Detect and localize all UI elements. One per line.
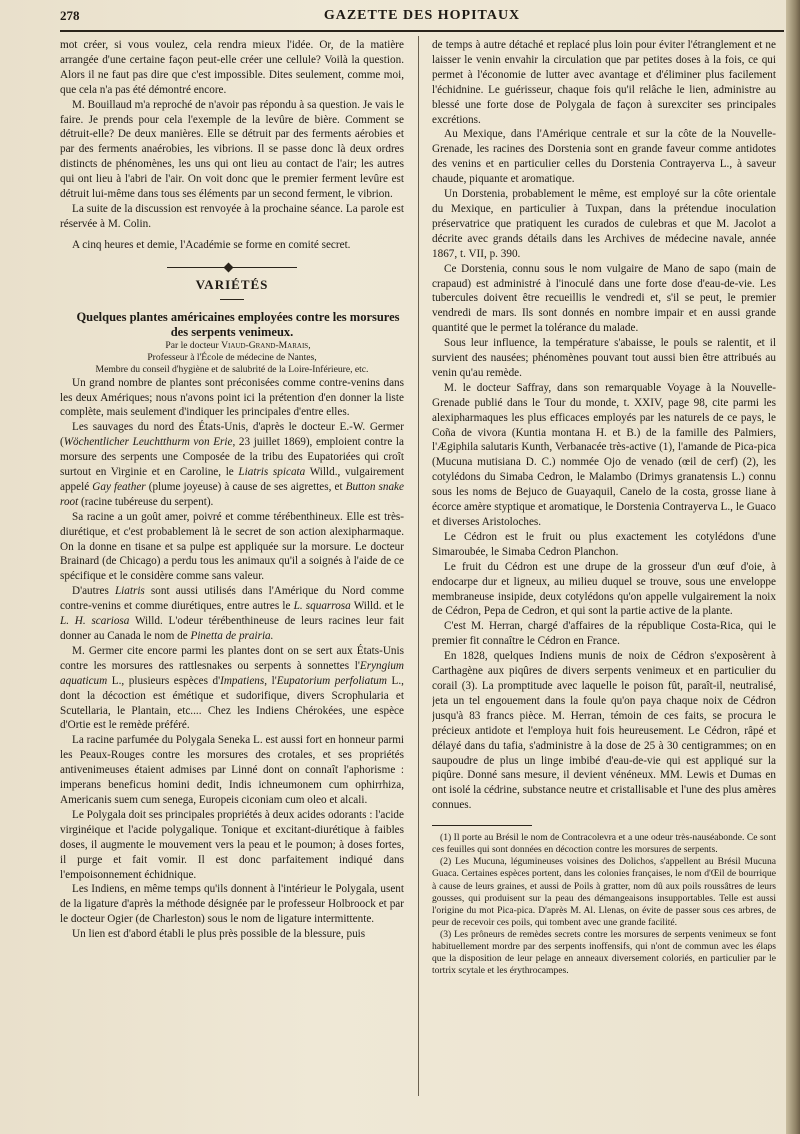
paragraph: Les Indiens, en même temps qu'ils donnent à l'intérieur le Polygala, usent de la ligature d'après la méthode désignée par le professeur Holbroock et par le docteur Ogier (de Charleston) sous le nom de ligature intermittente. [60,883,404,926]
footnote: (2) Les Mucuna, légumineuses voisines des Dolichos, s'appellent au Brésil Mucuna Guaca. Certaines espèces portent, dans les colonies françaises, le nom d'Œil de bourrique à cause de leurs graines, et aussi de Poils à gratter, nom dû aux poils roussâtres de leurs gousses, qui produisent sur la peau des démangeaisons insupportables. Telle est aussi l'origine du mot Pica-pica. D'après M. Al. Llenas, on évite de passer sous ces arbres, de peur de recevoir ces poils, qui tombent avec une grande facilité. [432,856,776,928]
page-number: 278 [60,8,80,23]
paragraph: La suite de la discussion est renvoyée à la prochaine séance. La parole est réservée à M. Colin. [60,202,404,230]
paragraph: Ce Dorstenia, connu sous le nom vulgaire de Mano de sapo (main de crapaud) est administré à l'inoculé dans une forte dose d'eau-de-vie. Les tubercules doivent être recueillis le vendredi et, s'il se peut, le premier vendredi de mars. Ils sont donnés en nombre impair et en aussi grande quantité que le permet la tolérance du malade. [432,262,776,335]
paragraph: La racine parfumée du Polygala Seneka L. est aussi fort en honneur parmi les Peaux-Rouges contre les morsures des crotales, et ses propriétés antivenimeuses étaient admises par Linné dont on connaît l'aphorisme : imperans beneficus homini dedit, Indis ichneumonem cum ophirrhiza, Americanis suem cum senega, Europeis ciconiam cum oleo et alcali. [60,734,404,806]
paragraph: C'est M. Herran, chargé d'affaires de la république Costa-Rica, qui le premier fit connaître le Cédron en France. [432,620,776,648]
journal-title: GAZETTE DES HOPITAUX [323,8,521,23]
paragraph: de temps à autre détaché et replacé plus loin pour éviter l'étranglement et ne laisser le venin envahir la circulation que par petites doses à la fois, ce qui permet à l'économie de lutter avec avantage et d'éliminer plus facilement l'échidnine. Le guérisseur, chaque fois qu'il relâche le lien, administre au blessé une forte dose de Polygala de façon à surexciter ses principales excrétions. [432,39,776,126]
section-title: VARIÉTÉS [195,276,269,292]
paragraph: M. Bouillaud m'a reproché de n'avoir pas répondu à sa question. Je vais le faire. Je prends pour cela l'exemple de la levûre de bière. Comment se détruit-elle? De deux manières. Elle se détruit par des ferments aérobies et par des ferments anaérobies, les vibrions. Il se passe donc là deux ordres distincts de phénomènes, les uns qui ont lieu au contact de l'air; les autres qui ont lieu à l'abri de l'air. On voit donc que le premier ferment levûre est détruit lui-même dans tous ses éléments par un second ferment, le vibrion. [60,98,404,201]
paragraph: Le fruit du Cédron est une drupe de la grosseur d'un œuf d'oie, à endocarpe dur et ligneux, au milieu duquel se trouve, sous une enveloppe membraneuse insipide, deux cotylédons qu'on appelle vulgairement la noix de Cédron, Pepa de Cedron, et qui sont la partie active de la plante. [432,560,776,618]
right-column [432,38,776,1098]
author-affiliation: Membre du conseil d'hygiène et de salubrité de la Loire-Inférieure, etc. [95,363,369,375]
paragraph: mot créer, si vous voulez, cela rendra mieux l'idée. Or, de la matière arrangée d'une certaine façon peut-elle créer une cellule? Voilà la question. Alors il ne faut pas dire que c'est impossible. Dites seulement, comme moi, que cela n'a pas été démontré encore. [60,39,404,96]
paragraph: A cinq heures et demie, l'Académie se forme en comité secret. [72,238,351,251]
paragraph: Un grand nombre de plantes sont préconisées comme contre-venins dans les deux Amériques; nous n'avons point ici la prétention d'en donner la liste complète, mais seulement d'indiquer les principales d'entre elles. [60,376,404,419]
left-column [60,38,404,1098]
byline-prefix: Par le docteur [165,339,219,351]
paragraph: Un lien est d'abord établi le plus près possible de la blessure, puis [72,928,366,941]
footnote: (1) Il porte au Brésil le nom de Contracolevra et a une odeur très-nauséabonde. Ce sont ces feuilles qui sont données en décoction contre les morsures de serpents. [432,832,776,856]
paragraph: En 1828, quelques Indiens munis de noix de Cédron s'exposèrent à Carthagène aux piqûres de divers serpents venimeux et en particulier du corail (3). La promptitude avec laquelle le poison fût, paraît-il, neutralisé, jeta un tel engouement dans la foule qu'on paya chaque noix de Cédron jusqu'à 83 francs pièce. M. Herran, témoin de ces faits, se procura le précieux antidote et l'employa huit fois heureusement. Le Cédron, râpé et délayé dans du tafia, s'administre à la dose de 25 à 30 centigrammes; on en saupoudre de plus un linge imbibé d'eau-de-vie qui est appliqué sur la piqûre. Donné sans mesure, il devient vénéneux. MM. Lewis et Dumas en ont isolé la cédrine, substance neutre et cristallisable et l'une des plus amères connues. [432,650,776,812]
author-name: Viaud-Grand-Marais, [221,339,311,351]
author-title: Professeur à l'École de médecine de Nantes, [147,351,317,363]
footnote: (3) Les prôneurs de remèdes secrets contre les morsures de serpents venimeux se font habituellement mordre par des serpents inoffensifs, qui n'ont de commun avec les élaps que la disposition de leur pelage en anneaux diversement coloriés, en particulier par le tortrix scytale et les érythrocampes. [432,928,776,977]
paragraph: Un Dorstenia, probablement le même, est employé sur la côte orientale du Mexique, en particulier à Tuxpan, dans la prétendue inoculation préservatrice que pratiquent les curados de culebras et que M. Jacolot a décrite avec grands détails dans les Archives de médecine navale, année 1867, t. VII, p. 390. [432,188,776,260]
page-header [60,4,784,32]
footnotes [432,832,776,977]
divider [220,299,244,300]
byline [60,340,404,376]
paragraph: Sous leur influence, la température s'abaisse, le pouls se ralentit, et il survient des nausées; phénomènes pouvant tout aussi bien être attribués au venin qu'au remède. [432,337,776,379]
paragraph: M. Germer cite encore parmi les plantes dont on se sert aux États-Unis contre les morsures des rattlesnakes ou serpents à sonnettes l'Eryngium aquaticum L., plusieurs espèces d'Impatiens, l'Eupatorium perfoliatum L., dont la décoction est émétique et sudorifique, divers Scrophularia et Scutellaria, le Plantain, etc.... Chez les Indiens Chérokées, une espèce d'Ortie est le remède préféré. [60,644,404,732]
paragraph: M. le docteur Saffray, dans son remarquable Voyage à la Nouvelle-Grenade publié dans le Tour du monde, t. XXIV, page 98, cite parmi les alexipharmaques les plus efficaces employés par les naturels de ce pays, le Coña de vivora (Kuntia montana H. et B.) de la famille des Palmiers, l'Ægiphila salutaris Kunth, Verbanacée très-active (1), l'amande de Pica-pica (Mucuna mutisiana D. C.) nommée Ojo de venado (œil de cerf) (2), les cotylédons du Simaba Cedron, le Malambo (Drimys granatensis L.) connu sous les noms de Bejuco de Guayaquil, Canelo de la costa, grosse liane à écorce amère styptique et aromatique, le Dorstenia Contrayerva L., le Guaco et diverses Aristoloches. [432,381,776,528]
book-spine-edge [786,0,800,1134]
article-title: Quelques plantes américaines employées contre les morsures des serpents venimeux. [76,309,400,339]
ornamental-divider [167,267,297,268]
paragraph: Les sauvages du nord des États-Unis, d'après le docteur E.-W. Germer (Wöchentlicher Leuchtthurm von Erie, 23 juillet 1869), emploient contre la morsure des serpents une Composée de la tribu des Eupatoriées qui croît surtout en Virginie et en Caroline, le Liatris spicata Willd., vulgairement appelé Gay feather (plume joyeuse) à cause de ses aigrettes, et Button snake root (racine tubéreuse du serpent). [60,421,404,508]
paragraph: Au Mexique, dans l'Amérique centrale et sur la côte de la Nouvelle-Grenade, les racines des Dorstenia sont en grande faveur comme antidotes des venins et en particulier celles du Dorstenia Contrayerva L., à saveur chaude, piquante et aromatique. [432,128,776,186]
footnote-rule [432,825,532,826]
paragraph: Le Polygala doit ses principales propriétés à deux acides odorants : l'acide virginéique et l'acide polygalique. Tonique et excitant-diurétique à faibles doses, il augmente le mouvement vers la peau et le poumon; à doses fortes, il purge et fait vomir. Il est donc parfaitement indiqué dans l'empoisonnement échidnique. [60,808,404,881]
paragraph: Sa racine a un goût amer, poivré et comme térébenthineux. Elle est très-diurétique, et c'est probablement là le secret de son action alexipharmaque. On la donne en tisane et sa pulpe est appliquée sur la morsure. Le docteur Brainard (de Chicago) a perdu tous les animaux qu'il a soignés à l'aide de ce spécifique et le considère comme sans valeur. [60,510,404,583]
paragraph: D'autres Liatris sont aussi utilisés dans l'Amérique du Nord comme contre-venins et comme diurétiques, entre autres le L. squarrosa Willd. et le L. H. scariosa Willd. L'odeur térébenthineuse de leurs racines leur fait donner au Canada le nom de Pinetta de prairia. [60,585,404,642]
paragraph: Le Cédron est le fruit ou plus exactement les cotylédons d'une Simaroubée, le Simaba Cedron Planchon. [432,530,776,558]
column-divider [418,36,419,1096]
